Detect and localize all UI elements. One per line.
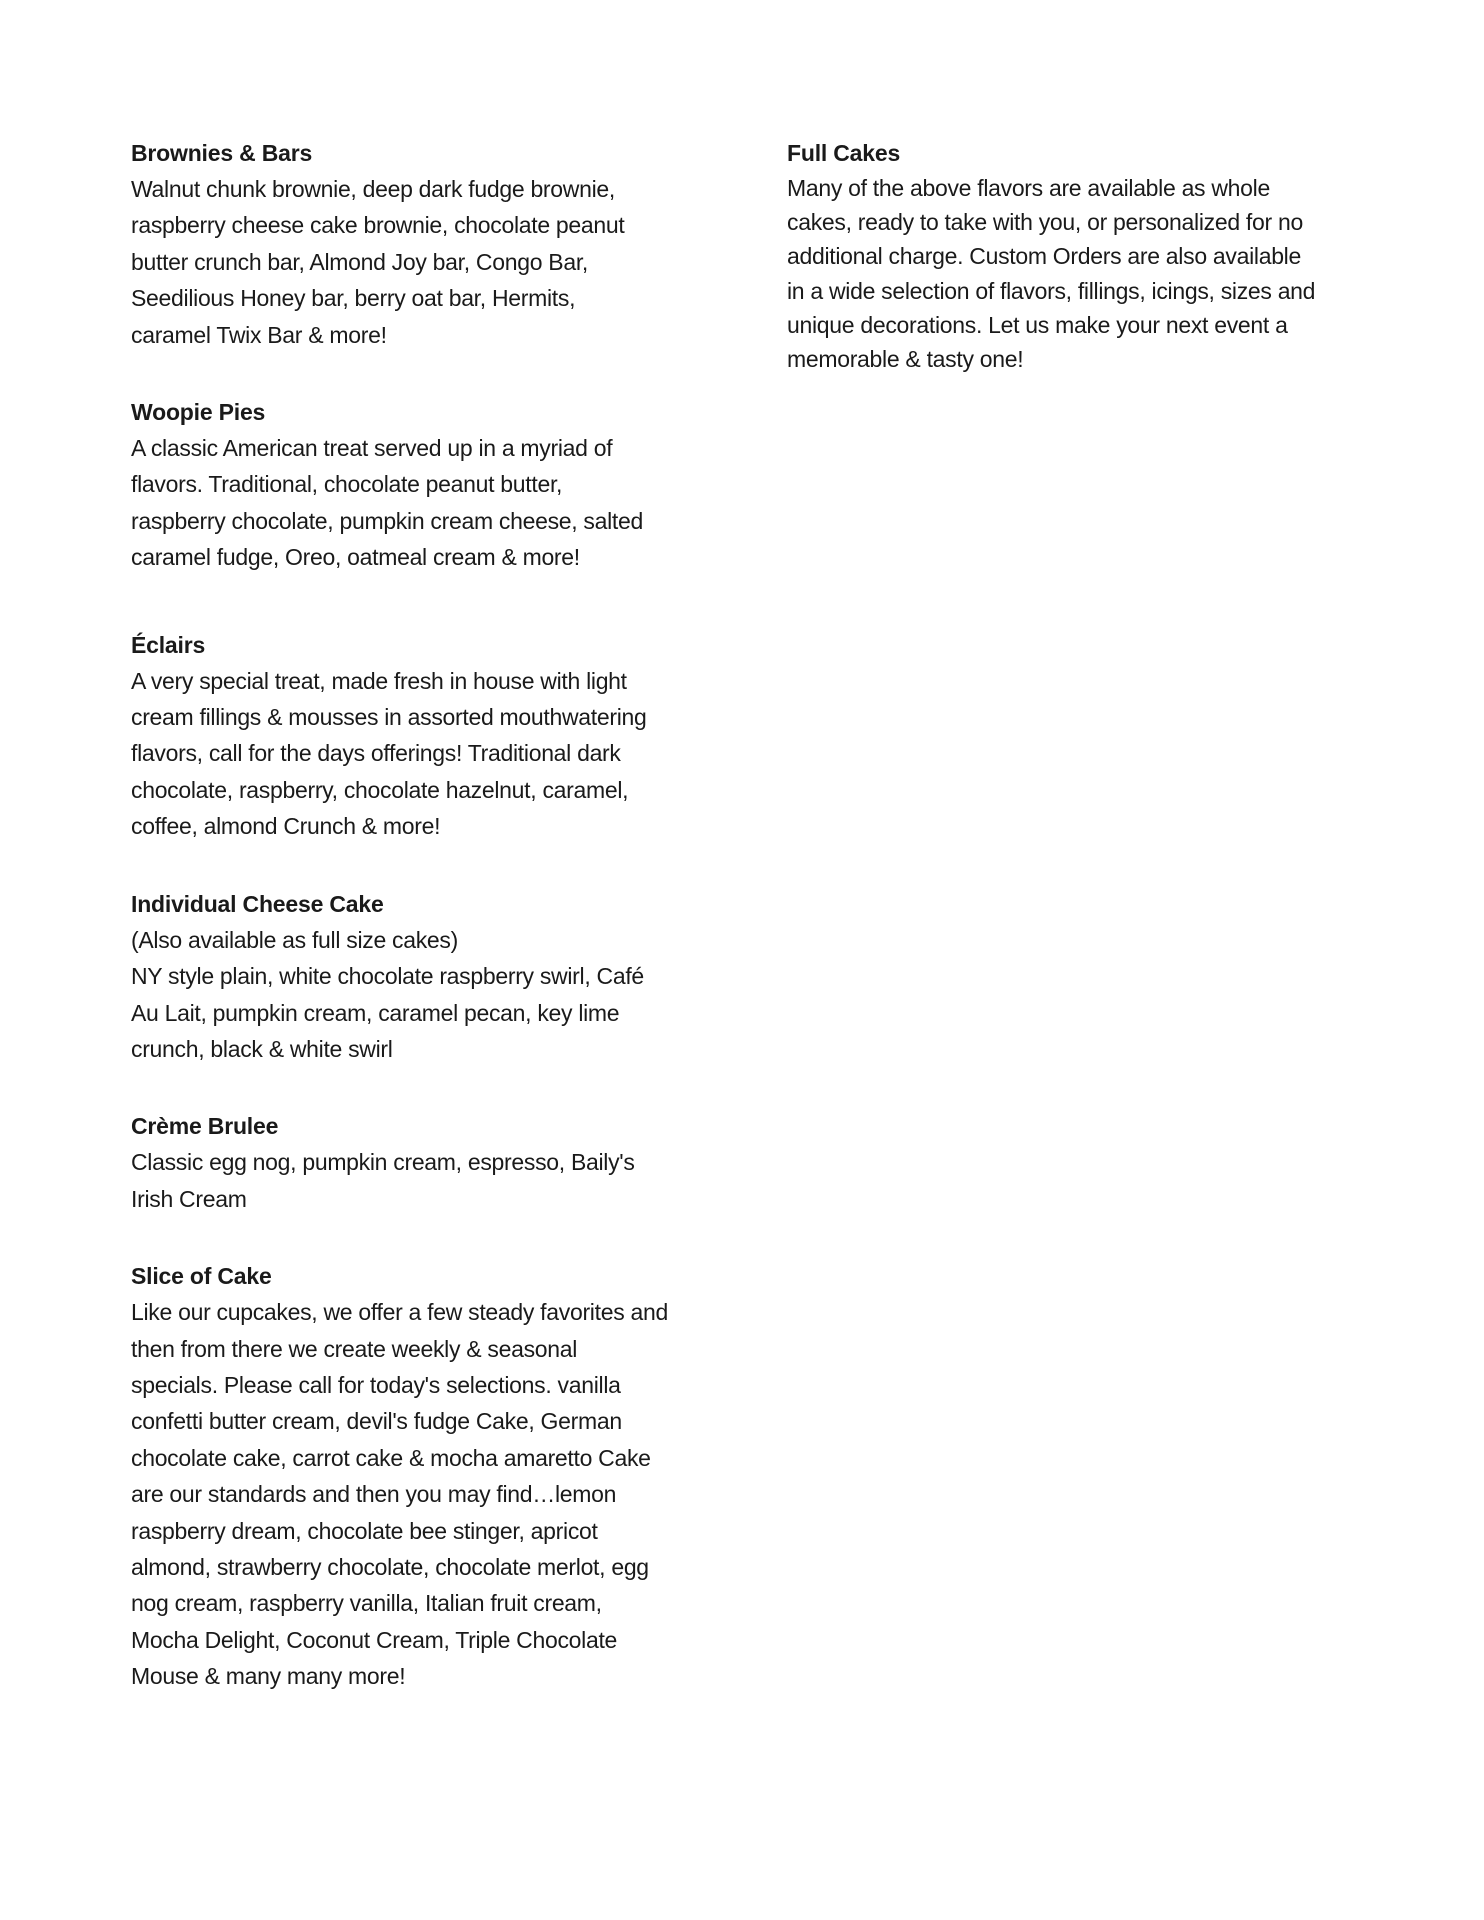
section-eclairs [131, 627, 686, 845]
text-line: Classic egg nog, pumpkin cream, espresso, Baily's [131, 1149, 635, 1176]
text-line: chocolate cake, carrot cake & mocha amaretto Cake [131, 1444, 651, 1471]
section-slice-of-cake [131, 1258, 686, 1694]
section-woopie-pies [131, 394, 686, 576]
text-line: crunch, black & white swirl [131, 1035, 393, 1062]
text-line: specials. Please call for today's selections. vanilla [131, 1371, 621, 1398]
text-line: Au Lait, pumpkin cream, caramel pecan, key lime [131, 999, 620, 1026]
text-line: Walnut chunk brownie, deep dark fudge brownie, [131, 176, 615, 202]
section-description [131, 663, 686, 845]
text-line: memorable & tasty one! [787, 346, 1024, 373]
section-description [131, 1144, 686, 1217]
section-full-cakes [787, 135, 1347, 376]
section-heading: Woopie Pies [131, 399, 266, 426]
text-line: confetti butter cream, devil's fudge Cake, German [131, 1408, 622, 1435]
text-line: Mouse & many many more! [131, 1663, 406, 1690]
text-line: Irish Cream [131, 1185, 247, 1212]
section-heading: Brownies & Bars [131, 140, 313, 166]
text-line: cakes, ready to take with you, or personalized for no [787, 209, 1303, 236]
text-line: raspberry chocolate, pumpkin cream cheese, salted [131, 507, 644, 534]
text-line: chocolate, raspberry, chocolate hazelnut, caramel, [131, 776, 629, 803]
text-line: unique decorations. Let us make your next event a [787, 311, 1288, 338]
text-line: then from there we create weekly & seasonal [131, 1335, 578, 1362]
section-description [131, 1294, 686, 1694]
text-line: cream fillings & mousses in assorted mouthwatering [131, 704, 647, 731]
right-column [787, 135, 1347, 376]
section-description [131, 922, 686, 1068]
text-line: butter crunch bar, Almond Joy bar, Congo Bar, [131, 248, 589, 275]
text-line: A very special treat, made fresh in house with light [131, 667, 627, 694]
section-heading: Full Cakes [787, 140, 901, 166]
section-description [131, 171, 686, 353]
text-line: flavors, call for the days offerings! Traditional dark [131, 740, 621, 767]
section-heading: Éclairs [131, 631, 206, 658]
left-column [131, 135, 686, 1695]
text-line: Many of the above flavors are available as whole [787, 175, 1270, 201]
text-line: caramel Twix Bar & more! [131, 321, 387, 348]
section-creme-brulee [131, 1108, 686, 1217]
section-heading: Crème Brulee [131, 1113, 279, 1140]
text-line: (Also available as full size cakes) [131, 926, 458, 953]
text-line: A classic American treat served up in a myriad of [131, 435, 613, 462]
section-brownies-bars [131, 135, 686, 353]
text-line: Like our cupcakes, we offer a few steady favorites and [131, 1299, 668, 1326]
section-description [131, 430, 686, 576]
section-individual-cheese-cake [131, 886, 686, 1068]
text-line: coffee, almond Crunch & more! [131, 813, 441, 840]
text-line: in a wide selection of flavors, fillings, icings, sizes and [787, 277, 1316, 304]
section-heading: Individual Cheese Cake [131, 890, 384, 917]
text-line: caramel fudge, Oreo, oatmeal cream & more! [131, 544, 580, 571]
section-description [787, 171, 1347, 376]
text-line: almond, strawberry chocolate, chocolate merlot, egg [131, 1553, 649, 1580]
text-line: Mocha Delight, Coconut Cream, Triple Chocolate [131, 1626, 618, 1653]
text-line: nog cream, raspberry vanilla, Italian fruit cream, [131, 1590, 602, 1617]
text-line: raspberry dream, chocolate bee stinger, apricot [131, 1517, 598, 1544]
text-line: are our standards and then you may find…lemon [131, 1481, 617, 1508]
text-line: NY style plain, white chocolate raspberry swirl, Café [131, 963, 644, 990]
text-line: additional charge. Custom Orders are also available [787, 243, 1301, 270]
section-heading: Slice of Cake [131, 1263, 272, 1290]
text-line: raspberry cheese cake brownie, chocolate peanut [131, 212, 625, 239]
text-line: flavors. Traditional, chocolate peanut butter, [131, 471, 563, 498]
text-line: Seedilious Honey bar, berry oat bar, Hermits, [131, 285, 576, 312]
